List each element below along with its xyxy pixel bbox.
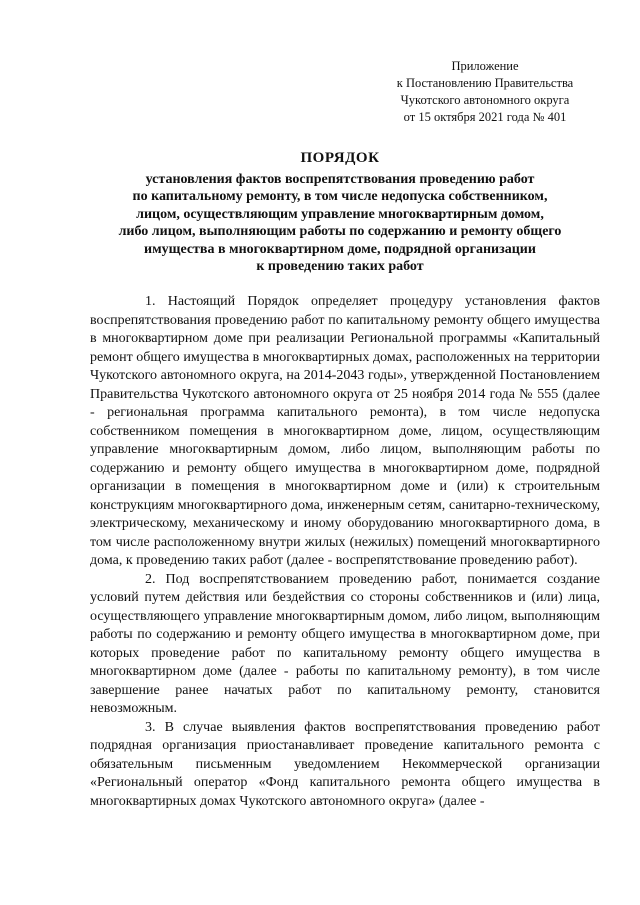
appendix-line: Приложение [451,59,519,73]
paragraph-1: 1. Настоящий Порядок определяет процедуру установления фактов воспрепятствования проведению работ по капитальному ремонту общего имущества в многоквартирном доме при реализации Региональной программы «Капитальный ремонт общего имущества в многоквартирных домах, расположенных на территории Чукотского автономного округа, на 2014-2043 годы», утвержденной Постановлением Правительства Чукотского автономного округа от 25 ноября 2014 года № 555 (далее - региональная программа капитального ремонта), в том числе недопуска собственником помещения в многоквартирном доме, лицом, осуществляющим управление многоквартирным домом, либо лицом, выполняющим работы по содержанию и ремонту общего имущества в многоквартирном доме, подрядной организации в помещения в многоквартирном доме и (или) к строительным конструкциям многоквартирного дома, инженерным сетям, санитарно-техническому, электрическому, механическому и иному оборудованию многоквартирного дома, в том числе расположенному внутри жилых (нежилых) помещений многоквартирного дома, к проведению таких работ (далее - воспрепятствование проведению работ). [90,294,600,568]
title-line: имущества в многоквартирном доме, подрядной организации [144,241,536,257]
title-main: ПОРЯДОК [300,150,380,166]
appendix-line: к Постановлению Правительства [396,76,574,90]
document-title [80,150,600,276]
title-line: лицом, осуществляющим управление многоквартирным домом, [136,206,544,222]
title-line: установления фактов воспрепятствования проведению работ [145,171,535,187]
paragraph-3: 3. В случае выявления фактов воспрепятствования проведению работ подрядная организация приостанавливает проведение капитального ремонта с обязательным письменным уведомлением Некоммерческой организации «Региональный оператор «Фонд капитального ремонта общего имущества в многоквартирных домах Чукотского автономного округа» (далее - [90,719,600,809]
title-line: к проведению таких работ [256,259,424,274]
appendix-line: Чукотского автономного округа [400,93,570,107]
paragraph-2: 2. Под воспрепятствованием проведению работ, понимается создание условий путем действия или бездействия со стороны собственников и (или) лица, осуществляющего управление многоквартирным домом, либо лицом, выполняющим работы по содержанию и ремонту общего имущества в многоквартирном доме, при которых проведение работ по капитальному ремонту общего имущества в многоквартирном доме (далее - работы по капитальному ремонту), в том числе завершение ранее начатых работ по капитальному ремонту, становится невозможным. [90,571,600,716]
appendix-line: от 15 октября 2021 года № 401 [403,110,567,124]
title-line: по капитальному ремонту, в том числе недопуска собственником, [132,189,548,204]
document-body [90,293,600,811]
appendix-header [380,58,590,126]
title-line: либо лицом, выполняющим работы по содержанию и ремонту общего [118,224,562,239]
